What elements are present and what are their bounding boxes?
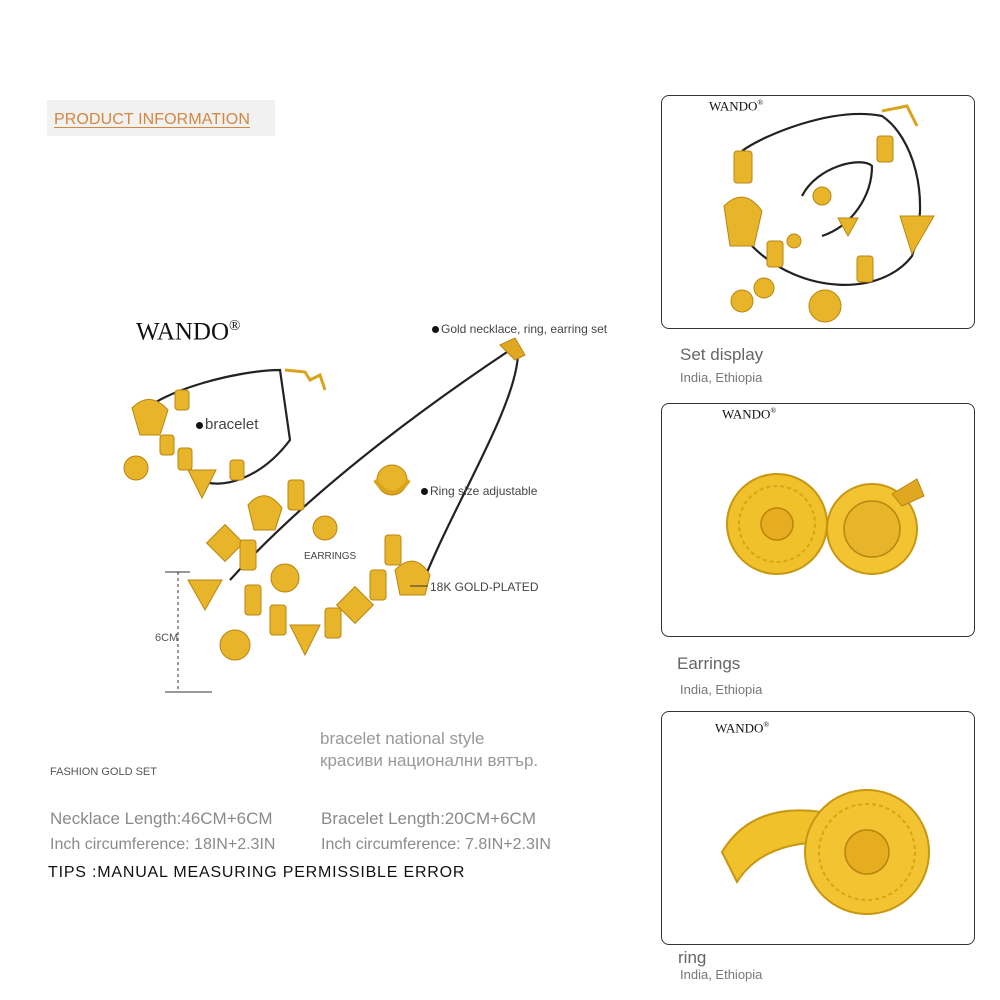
necklace-clasp — [500, 338, 525, 360]
bullet-icon — [421, 488, 428, 495]
callout-set — [432, 322, 607, 336]
necklace-charm-shield — [248, 496, 282, 530]
callout-set-text: Gold necklace, ring, earring set — [441, 322, 608, 336]
necklace-charm-shield — [395, 561, 430, 595]
caption-earrings-sub: India, Ethiopia — [680, 682, 763, 697]
earring-right — [271, 564, 299, 592]
bullet-icon — [432, 326, 439, 333]
panel-set-display — [661, 95, 975, 329]
necklace-clasp — [882, 106, 917, 126]
caption-earrings: Earrings — [677, 654, 741, 673]
caption-ring: ring — [678, 948, 707, 967]
necklace-charm-triangle — [188, 580, 222, 610]
size-label: 6CM — [155, 632, 179, 644]
panel-brand-text: WANDO — [715, 720, 764, 736]
necklace-cord-left — [230, 350, 510, 580]
necklace-bead — [270, 605, 286, 635]
bracelet-inch: Inch circumference: 7.8IN+2.3IN — [321, 836, 551, 853]
earring-left — [313, 516, 337, 540]
panel-brand-text: WANDO — [722, 406, 771, 422]
necklace-charm-coin — [220, 630, 250, 660]
earring-icon — [731, 290, 753, 312]
bracelet-bead — [178, 448, 192, 470]
panel-brand-text: WANDO — [709, 98, 758, 114]
necklace-charm-diamond — [337, 587, 374, 624]
set-display-illustration — [682, 96, 972, 328]
brand-logo-mark: ® — [229, 318, 241, 334]
callout-ring — [421, 484, 537, 498]
callout-earrings: EARRINGS — [304, 551, 357, 562]
panel-brand-mark: ® — [770, 406, 777, 415]
earring-front-center — [761, 508, 793, 540]
callout-ring-text: Ring size adjustable — [430, 484, 538, 498]
bracelet-charm-coin — [124, 456, 148, 480]
bead — [877, 136, 893, 162]
panel-ring — [661, 711, 975, 945]
caption-ring-sub: India, Ethiopia — [680, 967, 763, 982]
charm-triangle — [900, 216, 934, 254]
necklace-bead — [288, 480, 304, 510]
bullet-icon — [196, 422, 203, 429]
necklace-bead — [240, 540, 256, 570]
necklace-bead — [325, 608, 341, 638]
bead — [767, 241, 783, 267]
necklace-charm-diamond — [207, 525, 244, 562]
bracelet-bead — [230, 460, 244, 480]
bracelet-bead — [160, 435, 174, 455]
bracelet-charm-shield — [132, 399, 168, 435]
earrings-illustration — [662, 404, 974, 636]
earring-back-cup — [844, 501, 900, 557]
brand-logo-text: WANDO — [136, 318, 230, 346]
caption-set-display: Set display — [680, 345, 764, 364]
bracelet-clasp — [285, 370, 325, 390]
caption-set-display-sub: India, Ethiopia — [680, 370, 763, 385]
callout-bracelet — [196, 416, 258, 433]
bracelet-bead — [175, 390, 189, 410]
fashion-label: FASHION GOLD SET — [50, 766, 157, 778]
necklace-length: Necklace Length:46CM+6CM — [50, 809, 273, 828]
bracelet-length: Bracelet Length:20CM+6CM — [321, 809, 536, 828]
section-heading-text: PRODUCT INFORMATION — [54, 111, 250, 128]
tips-text: TIPS :MANUAL MEASURING PERMISSIBLE ERROR — [48, 864, 466, 881]
charm-shield — [724, 197, 762, 246]
necklace-inch: Inch circumference: 18IN+2.3IN — [50, 836, 276, 853]
national-style-text — [320, 728, 538, 772]
panel-brand-mark: ® — [757, 98, 764, 107]
panel-brand-mark: ® — [763, 720, 770, 729]
bead — [857, 256, 873, 282]
bracelet-charm — [787, 234, 801, 248]
jewelry-set-illustration — [120, 330, 580, 720]
necklace-bead — [385, 535, 401, 565]
bead — [734, 151, 752, 183]
callout-gold-plated: 18K GOLD-PLATED — [430, 580, 539, 594]
ring-icon — [813, 187, 831, 205]
callout-bracelet-text: bracelet — [205, 416, 259, 433]
national-style-bg: красиви национални вятър. — [320, 751, 539, 770]
ring-face-center — [845, 830, 889, 874]
national-style-en: bracelet national style — [320, 729, 485, 748]
necklace-bead — [370, 570, 386, 600]
panel-earrings — [661, 403, 975, 637]
ring-illustration — [662, 712, 974, 944]
necklace-cord-right — [420, 355, 518, 590]
necklace-charm-triangle — [290, 625, 320, 655]
section-heading — [47, 100, 275, 136]
charm-coin — [809, 290, 841, 322]
necklace-bead — [245, 585, 261, 615]
bracelet-cord — [802, 162, 872, 236]
earring-icon — [754, 278, 774, 298]
